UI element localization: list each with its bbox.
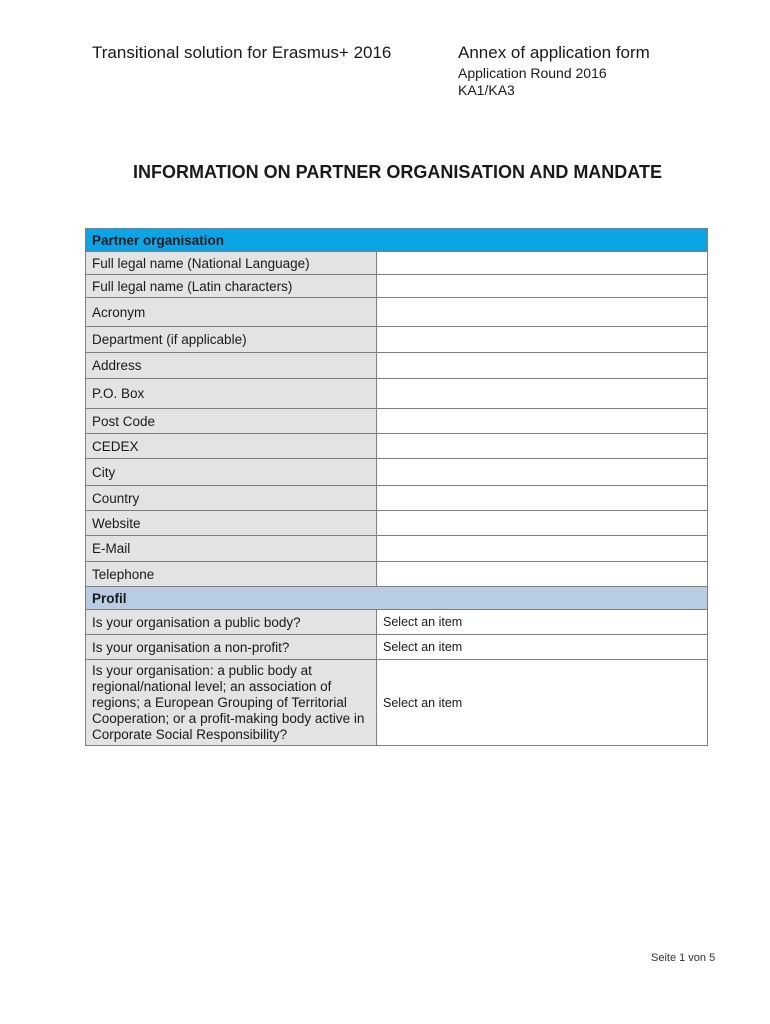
field-label: E-Mail bbox=[86, 536, 377, 562]
form-row bbox=[86, 252, 708, 275]
form-row bbox=[86, 434, 708, 459]
form-row bbox=[86, 486, 708, 511]
public-body-select[interactable]: Select an item bbox=[377, 610, 708, 635]
header-right-block bbox=[458, 43, 650, 99]
field-label: Telephone bbox=[86, 562, 377, 587]
document-title: INFORMATION ON PARTNER ORGANISATION AND MANDATE bbox=[133, 162, 662, 182]
page-number: Seite 1 von 5 bbox=[651, 952, 716, 964]
form-row bbox=[86, 562, 708, 587]
form-row bbox=[86, 459, 708, 486]
city-input[interactable] bbox=[377, 459, 708, 486]
form-row bbox=[86, 536, 708, 562]
form-row bbox=[86, 298, 708, 327]
field-label: Website bbox=[86, 511, 377, 536]
latin-name-input[interactable] bbox=[377, 275, 708, 298]
website-input[interactable] bbox=[377, 511, 708, 536]
national-name-input[interactable] bbox=[377, 252, 708, 275]
field-label: P.O. Box bbox=[86, 379, 377, 409]
telephone-input[interactable] bbox=[377, 562, 708, 587]
section-header-profil bbox=[86, 587, 708, 610]
section-heading: Profil bbox=[86, 587, 708, 610]
address-input[interactable] bbox=[377, 353, 708, 379]
field-label: Department (if applicable) bbox=[86, 327, 377, 353]
field-label: Full legal name (National Language) bbox=[86, 252, 377, 275]
acronym-input[interactable] bbox=[377, 298, 708, 327]
question-label: Is your organisation: a public body at regional/national level; an association of regions; a European Grouping of Territorial Cooperation; or a profit-making body active in Corporate Social Responsibility? bbox=[86, 660, 377, 746]
field-label: Full legal name (Latin characters) bbox=[86, 275, 377, 298]
form-row bbox=[86, 511, 708, 536]
country-input[interactable] bbox=[377, 486, 708, 511]
application-round: Application Round 2016 bbox=[458, 65, 607, 81]
post-code-input[interactable] bbox=[377, 409, 708, 434]
form-row bbox=[86, 610, 708, 635]
field-label: Country bbox=[86, 486, 377, 511]
field-label: Post Code bbox=[86, 409, 377, 434]
section-header-partner bbox=[86, 229, 708, 252]
organisation-type-select[interactable]: Select an item bbox=[377, 660, 708, 746]
key-action: KA1/KA3 bbox=[458, 82, 515, 98]
non-profit-select[interactable]: Select an item bbox=[377, 635, 708, 660]
section-heading: Partner organisation bbox=[86, 229, 708, 252]
form-row bbox=[86, 379, 708, 409]
form-row bbox=[86, 660, 708, 746]
email-input[interactable] bbox=[377, 536, 708, 562]
form-row bbox=[86, 353, 708, 379]
form-row bbox=[86, 635, 708, 660]
department-input[interactable] bbox=[377, 327, 708, 353]
field-label: Address bbox=[86, 353, 377, 379]
question-label: Is your organisation a public body? bbox=[86, 610, 377, 635]
field-label: City bbox=[86, 459, 377, 486]
field-label: CEDEX bbox=[86, 434, 377, 459]
po-box-input[interactable] bbox=[377, 379, 708, 409]
cedex-input[interactable] bbox=[377, 434, 708, 459]
field-label: Acronym bbox=[86, 298, 377, 327]
header-left-title: Transitional solution for Erasmus+ 2016 bbox=[92, 43, 392, 62]
annex-title: Annex of application form bbox=[458, 43, 650, 62]
partner-form-table bbox=[85, 228, 708, 746]
form-row bbox=[86, 327, 708, 353]
form-row bbox=[86, 409, 708, 434]
form-row bbox=[86, 275, 708, 298]
question-label: Is your organisation a non-profit? bbox=[86, 635, 377, 660]
